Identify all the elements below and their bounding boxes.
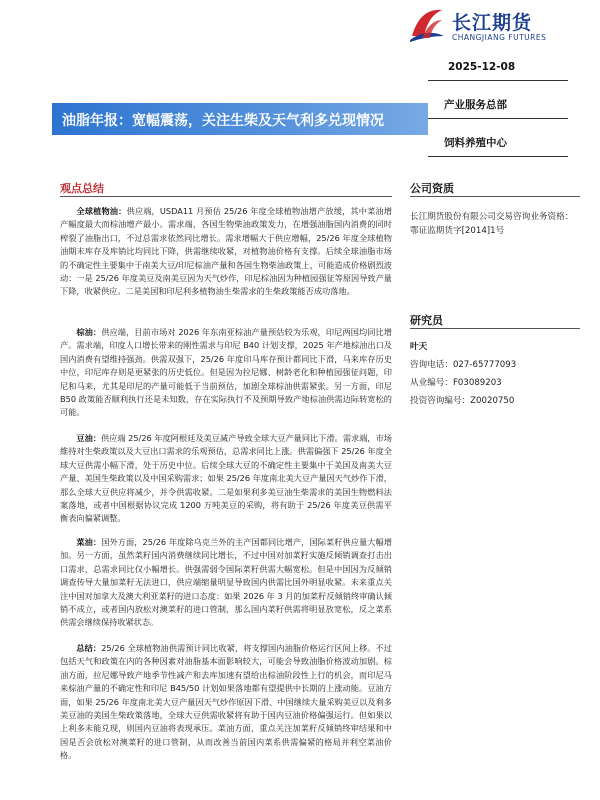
header-divider	[428, 80, 568, 81]
paragraph-lead: 棕油：	[76, 327, 102, 337]
paragraph-lead: 豆油：	[76, 433, 101, 443]
report-title: 油脂年报：宽幅震荡，关注生柴及天气利多兑现情况	[62, 113, 384, 129]
researcher-name: 叶天	[410, 342, 428, 352]
researcher-advisory-number: 投资咨询编号：Z0020750	[410, 396, 515, 406]
researcher-rule	[410, 328, 580, 329]
department-label: 产业服务总部	[444, 99, 507, 111]
paragraph-body: 供应端，目前市场对 2026 年东南亚棕油产量预估较为乐观，印尼两国均同比增产。需求端，印度人口增长带来的刚性需求与印尼 B40 计划支撑，2025 年产地棕油出口及国内消费有望维持强劲。供需双强下，25/26 年度印马库存预计都同比下滑，马来库存历史中位，印尼库存则是更紧张的历史低位。但是因为拉尼娜、树龄老化和种植园强征问题，印尼和马来，尤其是印尼的产量可能低于当前预估，加剧全球棕油供需紧张。另一方面，印尼 B50 政策能否顺利执行还是未知数，存在实际执行不及预期导致产地棕油供需边际转宽松的可能。	[60, 327, 392, 418]
paragraph-body: 供应端，USDA11 月预估 25/26 年度全球植物油增产放缓，其中菜油增产幅度最大而棕油增产最小。需求端，各国生物柴油政策发力，在增强油脂国内消费的同时榨裂了油脂出口，不过总需求依然同比增长。需求增幅大于供应增幅，25/26 年度全球植物油期末库存及库销比均同比下降，供需继续收紧，对植物油价格有支撑。后续全球油脂市场的不确定性主要集中于南美大豆/印尼棕油产量和各国生物柴油政策上，可能造成价格剧烈波动：一是 25/26 年度美豆及南美豆因为天气炒作，印尼棕油因为种植园强征等原因导致产量下降，收紧供应。二是美国和印尼利多植物油生柴需求的生柴政策能否成功落地。	[60, 206, 392, 297]
paragraph-body: 供应端 25/26 年度阿根廷及美豆减产导致全球大豆产量同比下滑。需求端，市场維持对生柴政策以及大豆出口需求的乐观预估，总需求同比上涨。供需偏强下 25/26 年度全球大豆供需小幅下滑，处于历史中位。后续全球大豆的不确定性主要集中于美国及南美大豆产量、美国生柴政策以及中国采购需求；如果 25/26 年度南北美大豆产量因天气炒作下滑，那么全球大豆供应将减少，并令供需收紧。二是如果利多美豆油生柴需求的美国生物燃料法案落地，或者中国根据协议完成 1200 万吨美豆的采购，将有助于 25/26 年度美豆供需平衡表向偏紧调整。	[60, 433, 392, 524]
paragraph-lead: 菜油：	[76, 537, 102, 547]
department-divider	[428, 118, 568, 119]
summary-paragraph-palm-oil	[60, 326, 392, 420]
company-logo	[408, 6, 588, 46]
qualification-text: 长江期货股份有限公司交易咨询业务资格：鄂证监期货字[2014]1号	[410, 212, 574, 236]
center-label: 饲料养殖中心	[444, 137, 507, 149]
changjiang-logo-icon	[408, 6, 446, 44]
summary-heading-rule	[60, 196, 392, 197]
researcher-heading: 研究员	[410, 314, 443, 327]
report-date: 2025-12-08	[448, 61, 516, 73]
paragraph-body: 25/26 全球植物油供需预计同比收紧，将支撑国内油脂价格运行区间上移。不过包括天气和政策在内的各种因素对油脂基本面影响较大，可能会导致油脂价格波动加剧。棕油方面，拉尼娜导致产地季节性减产和去库加速有望给出棕油阶段性上行的机会，而印尼马来棕油产量的不确定性和印尼 B45/50 计划如果落地都有望提供中长期的上涨动能。豆油方面，如果 25/26 年度南北美大豆产量因天气炒作原因下滑、中国继续大量采购美豆以及利多美豆油的美国生柴政策落地，全球大豆供需收紧将有助于国内豆油价格偏强运行。但如果以上利多未能兑现，则国内豆油将表现承压。菜油方面，重点关注加菜籽反倾销终审结果和中国是否会放松对澳菜籽的进口管制，从而改善当前国内菜系供需偏紧的格局并利空菜油价格。	[60, 643, 392, 761]
paragraph-lead: 全球植物油：	[76, 206, 127, 216]
logo-text-cn: 长江期货	[452, 12, 533, 34]
center-divider	[428, 156, 568, 157]
summary-paragraph-rapeseed-oil	[60, 536, 392, 630]
qualification-rule	[410, 196, 580, 197]
paragraph-lead: 总结：	[76, 643, 102, 653]
summary-heading: 观点总结	[60, 182, 104, 195]
researcher-license: 从业编号：F03089203	[410, 378, 502, 388]
researcher-phone: 咨询电话：027-65777093	[410, 360, 517, 370]
logo-text-en: CHANGJIANG FUTURES	[452, 33, 547, 42]
qualification-heading: 公司资质	[410, 182, 454, 195]
summary-paragraph-conclusion	[60, 642, 392, 763]
paragraph-body: 国外方面，25/26 年度除乌克兰外的主产国都同比增产，国际菜籽供应量大幅增加。另一方面，虽然菜籽国内消费继续同比增长，不过中国对加菜籽实施反倾销调查打击出口需求，总需求同比仅小幅增长。供强需弱令国际菜籽供需大幅宽松。但是中国因为反倾销调查传导大量加菜籽无法进口，供应端缩量明显导致国内供需比国外明显收紧。未来重点关注中国对加拿大及澳大利亚菜籽的进口态度：如果 2026 年 3 月的加菜籽反倾销终审确认倾销不成立，或者国内放松对澳菜籽的进口管制，那么国内菜籽供需将明显放宽松，反之菜系供需会继续保持收紧状态。	[60, 537, 392, 628]
summary-paragraph-global	[60, 205, 392, 299]
summary-paragraph-soybean-oil	[60, 432, 392, 526]
report-title-banner	[52, 103, 428, 135]
